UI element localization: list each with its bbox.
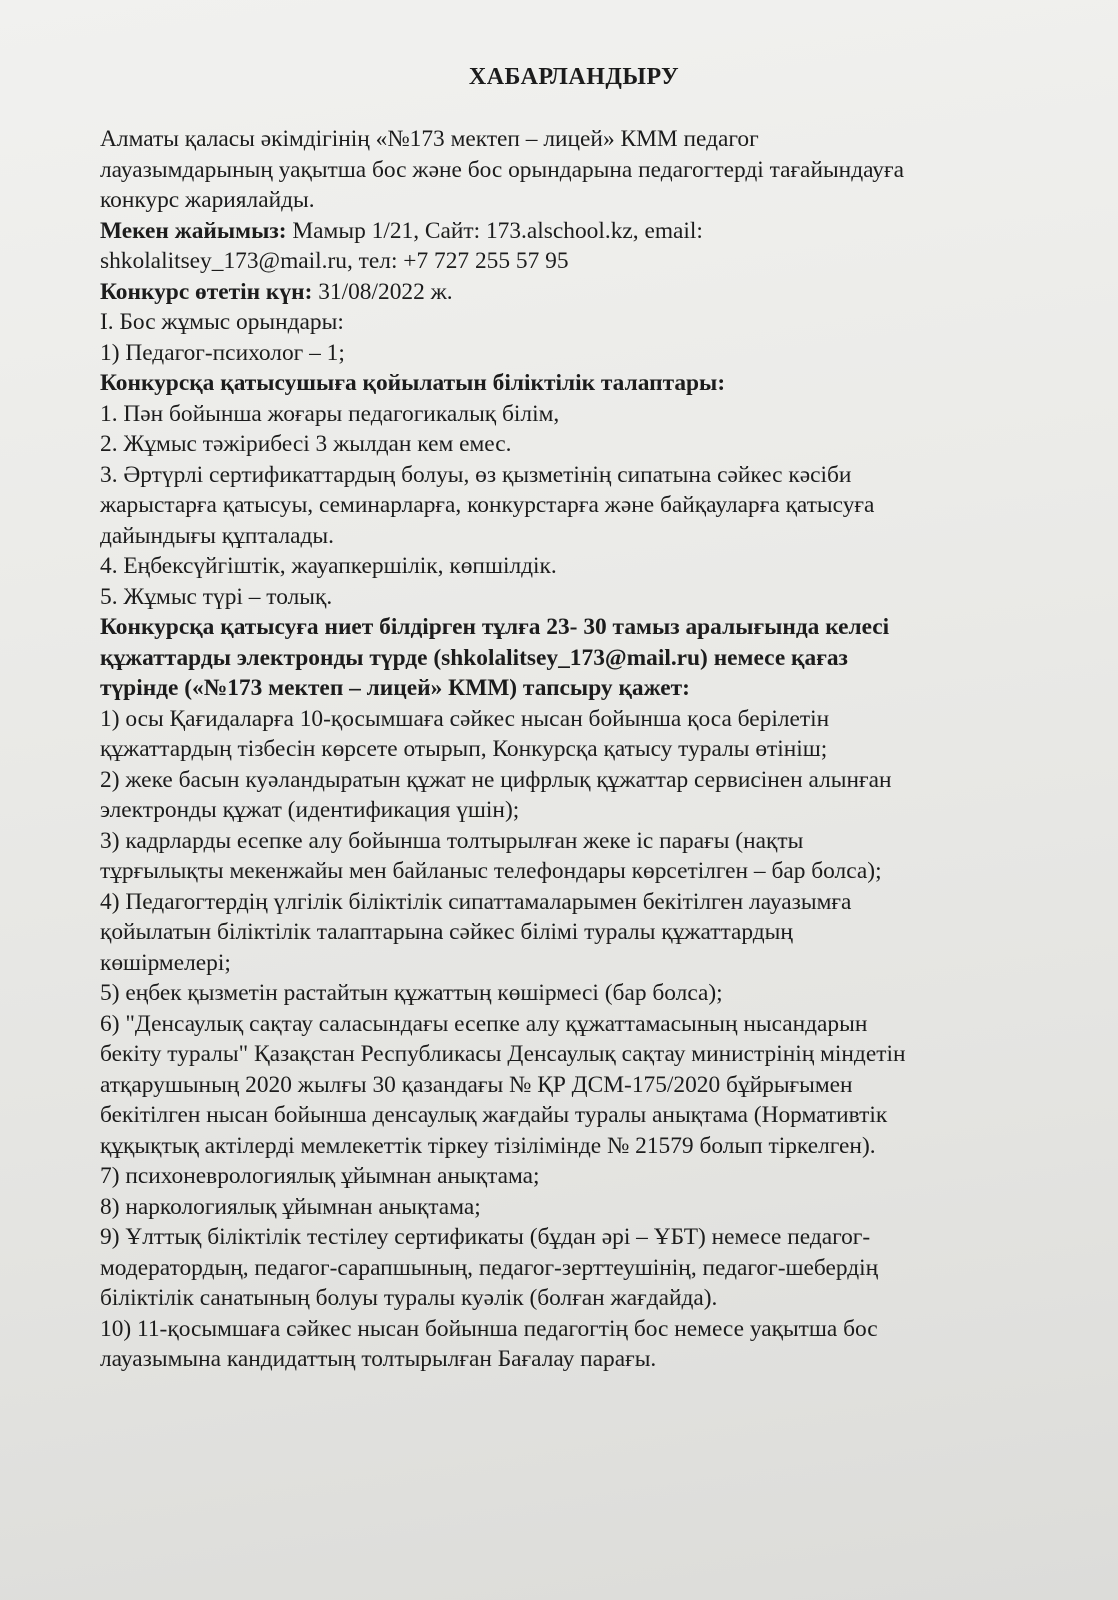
requirement-line: 5. Жұмыс түрі – толық.: [100, 583, 333, 610]
submission-line: 7) психоневрологиялық ұйымнан анықтама;: [100, 1163, 540, 1189]
submission-line: 8) наркологиялық ұйымнан анықтама;: [100, 1193, 481, 1220]
address-contacts: shkolalitsey_173@mail.ru, тел: +7 727 255 57 95: [100, 248, 569, 274]
submission-line: 3) кадрларды есепке алу бойынша толтырылған жеке іс парағы (нақты: [100, 827, 804, 854]
requirement-line: 1. Пән бойынша жоғары педагогикалық білім,: [100, 400, 560, 427]
contest-date-label: Конкурс өтетін күн:: [100, 278, 313, 305]
submission-line: бекітілген нысан бойынша денсаулық жағдайы туралы анықтама (Нормативтік: [100, 1102, 888, 1128]
submission-line: лауазымына кандидаттың толтырылған Бағалау парағы.: [100, 1346, 657, 1372]
submission-line: атқарушының 2020 жылғы 30 қазандағы № ҚР ДСМ-175/2020 бұйрығымен: [100, 1071, 853, 1098]
submission-line: қойылатын біліктілік талаптарына сәйкес білімі туралы құжаттардың: [100, 919, 793, 945]
submission-line: көшірмелері;: [100, 949, 231, 976]
contest-date-value: 31/08/2022 ж.: [312, 278, 453, 305]
requirement-line: 3. Әртүрлі сертификаттардың болуы, өз қызметінің сипатына сәйкес кәсіби: [100, 461, 852, 488]
contest-date: [100, 277, 1048, 308]
submission-line: құжаттардың тізбесін көрсете отырып, Конкурсқа қатысу туралы өтініш;: [100, 736, 828, 762]
document-title: ХАБАРЛАНДЫРУ: [468, 64, 680, 90]
requirements-heading: Конкурсқа қатысушыға қойылатын біліктілік талаптары:: [100, 370, 726, 396]
submission-line: 4) Педагогтердің үлгілік біліктілік сипаттамаларымен бекітілген лауазымға: [100, 888, 852, 915]
submission-line: 1) осы Қағидаларға 10-қосымшаға сәйкес нысан бойынша қоса берілетін: [100, 705, 830, 732]
requirements-section: [100, 368, 1048, 612]
submission-line: 6) "Денсаулық сақтау саласындағы есепке алу құжаттамасының нысандарын: [100, 1010, 868, 1037]
address-value: Мамыр 1/21, Сайт: 173.alschool.kz, email:: [286, 217, 703, 244]
submission-line: құқықтық актілерді мемлекеттік тіркеу тізілімінде № 21579 болып тіркелген).: [100, 1132, 876, 1159]
submission-heading: құжаттарды электронды түрде (shkolalitsey_173@mail.ru) немесе қағаз: [100, 644, 848, 671]
submission-line: тұрғылықты мекенжайы мен байланыс телефондары көрсетілген – бар болса);: [100, 858, 882, 884]
address-line: [100, 216, 1048, 247]
requirement-line: дайындығы құпталады.: [100, 522, 334, 549]
submission-section: [100, 612, 1048, 1375]
submission-heading: түрінде («№173 мектеп – лицей» КММ) тапсыру қажет:: [100, 675, 690, 701]
submission-line: 9) Ұлттық біліктілік тестілеу сертификаты (бұдан әрі – ҰБТ) немесе педагог-: [100, 1224, 871, 1250]
vacancies-section: [100, 307, 1048, 368]
intro-paragraph: [100, 124, 1048, 216]
address-label: Мекен жайымыз:: [100, 217, 287, 244]
submission-line: 5) еңбек қызметін растайтын құжаттың көшірмесі (бар болса);: [100, 980, 723, 1006]
address-block: [100, 216, 1048, 277]
submission-line: 10) 11-қосымшаға сәйкес нысан бойынша педагогтің бос немесе уақытша бос: [100, 1315, 878, 1342]
vacancy-item: 1) Педагог-психолог – 1;: [100, 339, 345, 366]
intro-line: Алматы қаласы әкімдігінің «№173 мектеп – лицей» КММ педагог: [100, 126, 759, 152]
submission-line: 2) жеке басын куәландыратын құжат не цифрлық құжаттар сервисінен алынған: [100, 766, 892, 793]
requirement-line: 4. Еңбексүйгіштік, жауапкершілік, көпшілдік.: [100, 553, 557, 579]
requirement-line: жарыстарға қатысуы, семинарларға, конкурстарға және байқауларға қатысуға: [100, 492, 875, 518]
submission-line: электронды құжат (идентификация үшін);: [100, 797, 520, 823]
intro-line: конкурс жариялайды.: [100, 187, 315, 213]
requirement-line: 2. Жұмыс тәжірибесі 3 жылдан кем емес.: [100, 431, 512, 457]
intro-line: лауазымдарының уақытша бос және бос орындарына педагогтерді тағайындауға: [100, 156, 904, 183]
submission-line: модератордың, педагог-сарапшының, педагог-зерттеушінің, педагог-шебердің: [100, 1254, 879, 1281]
submission-line: бекіту туралы" Қазақстан Республикасы Денсаулық сақтау министрінің міндетін: [100, 1041, 906, 1067]
vacancies-heading: I. Бос жұмыс орындары:: [100, 309, 344, 335]
submission-line: біліктілік санатының болуы туралы куәлік (болған жағдайда).: [100, 1285, 718, 1311]
submission-heading: Конкурсқа қатысуға ниет білдірген тұлға 23- 30 тамыз аралығында келесі: [100, 614, 890, 640]
